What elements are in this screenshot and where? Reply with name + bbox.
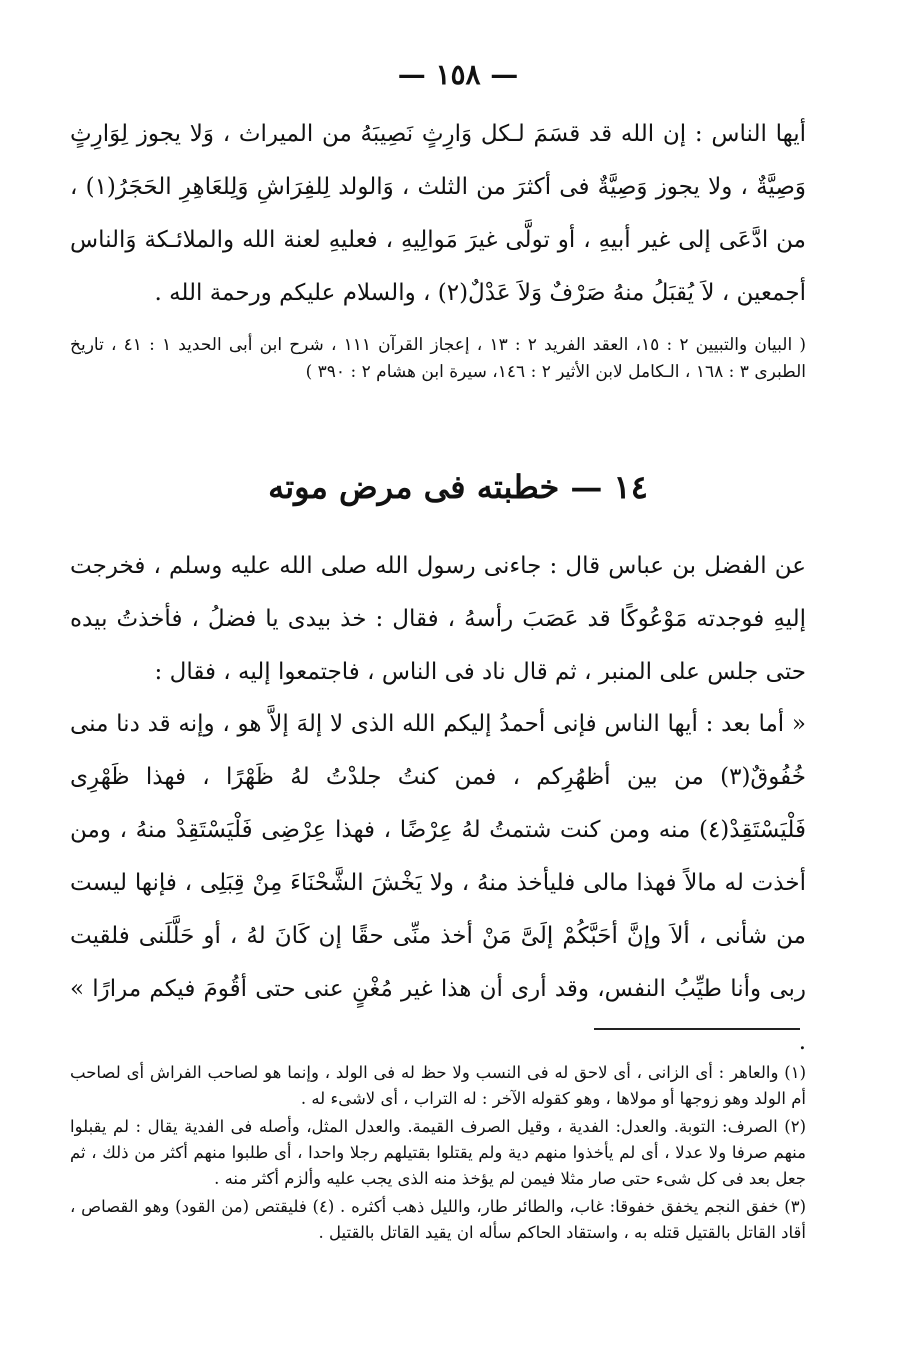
opening-paragraph: أيها الناس : إن الله قد قسَمَ لـكل وَارِثٍ نَصِيبَهُ من الميراث ، وَلا يجوز لِوَارِثٍ وَصِيَّةٌ ، ولا يجوز وَصِيَّةٌ فى أكثرَ من الثلث ، وَالولد لِلفِرَاشِ وَلِلعَاهِرِ الحَجَرُ(١) ، من ادَّعَى إلى غير أبيهِ ، أو تولَّى غيرَ مَوالِيهِ ، فعليهِ لعنة الله والملائـكة وَالناس أجمعين ، لاَ يُقبَلُ منهُ صَرْفٌ وَلاَ عَدْلٌ(٢) ، والسلام عليكم ورحمة الله . [70, 121, 806, 306]
footnote-divider [594, 1028, 800, 1030]
footnote-1: (١) والعاهر : أى الزانى ، أى لاحق له فى النسب ولا حظ له فى الولد ، وإنما هو لصاحب الفراش أى لصاحب أم الولد وهو زوجها أو مولاها ، وهو كقوله الآخر : له التراب ، أى لاشىء له . [70, 1063, 806, 1108]
footnote-3-4: (٣) خفق النجم يخفق خفوقا: غاب، والطائر طار، والليل ذهب أكثره . (٤) فليقتص (من القود) وهو القصاص ، أقاد القاتل بالقتيل قتله به ، واستقاد الحاكم سأله ان يقيد القاتل بالقتيل . [70, 1197, 806, 1242]
sources-citation: ( البيان والتبيين ٢ : ١٥، العقد الفريد ٢ : ١٣ ، إعجاز القرآن ١١١ ، شرح ابن أبى الحديد ١ : ٤١ ، تاريخ الطبرى ٣ : ١٦٨ ، الـكامل لابن الأثير ٢ : ١٤٦، سيرة ابن هشام ٢ : ٣٩٠ ) [70, 335, 806, 382]
page-number: — ١٥٨ — [397, 58, 519, 91]
intro-paragraph: عن الفضل بن عباس قال : جاءنى رسول الله صلى الله عليه وسلم ، فخرجت إليهِ فوجدته مَوْعُوكًا قد عَصَبَ رأسهُ ، فقال : خذ بيدى يا فضلُ ، فأخذتُ بيده حتى جلس على المنبر ، ثم قال ناد فى الناس ، فاجتمعوا إليه ، فقال : [70, 553, 806, 685]
speech-paragraph: « أما بعد : أيها الناس فإنى أحمدُ إليكم الله الذى لا إلهَ إلاَّ هو ، وإنه قد دنا منى خُفُوقٌ(٣) من بين أظهُرِكم ، فمن كنتُ جلدْتُ لهُ ظَهْرًا ، فهذا ظَهْرِى فَلْيَسْتَقِدْ(٤) منه ومن كنت شتمتُ لهُ عِرْضًا ، فهذا عِرْضِى فَلْيَسْتَقِدْ منهُ ، ومن أخذت له مالاً فهذا مالى فليأخذ منهُ ، ولا يَخْشَ الشَّحْنَاءَ مِنْ قِبَلِى ، فإنها ليست من شأنى ، ألاَ وإنَّ أحَبَّكُمْ إلَىَّ مَنْ أخذ منِّى حقًا إن كَانَ لهُ ، أو حَلَّلَنى فلقيت ربى وأنا طيِّبُ النفس، وقد أرى أن هذا غير مُغْنٍ عنى حتى أقُومَ فيكم مرارًا » . [70, 711, 806, 1055]
section-heading: ١٤ — خطبته فى مرض موته [268, 468, 648, 506]
footnote-2: (٢) الصرف: التوبة. والعدل: الفدية ، وقيل الصرف القيمة. والعدل المثل، وأصله فى الفدية يقال : لم يقبلوا منهم صرفا ولا عدلا ، أى لم يأخذوا منهم دية ولم يقتلوا بقتيلهم رجلا واحدا ، أى طلبوا منهم أكثر من ذلك ، ثم جعل بعد فى كل شىء حتى صار مثلا فيمن لم يؤخذ منه الذى يجب عليه وألزم أكثر منه . [70, 1117, 806, 1188]
footnotes [70, 1060, 806, 1248]
